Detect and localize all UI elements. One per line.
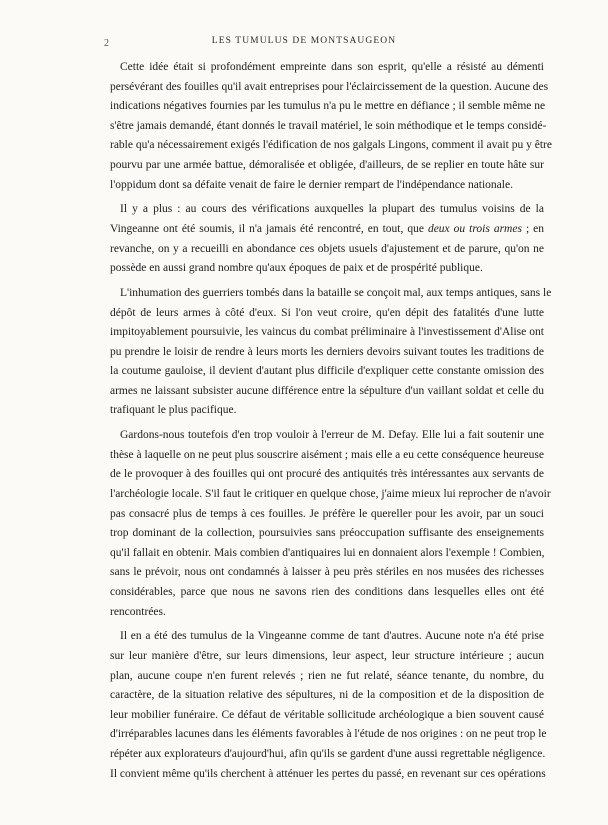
text-line: considérables, parce que nous ne savons rien des conditions dans lesquelles elles ont été <box>110 586 544 598</box>
text-line: d'irréparables lacunes dans les éléments favorables à l'étude de nos origines : on ne peut trop le <box>110 728 547 741</box>
paragraph-1 <box>110 58 552 195</box>
text-line: sur leur manière d'être, sur leurs dimensions, leur aspect, leur structure intérieure ; aucun <box>110 649 544 662</box>
text-line: indications négatives fournies par les tumulus n'a pu le mettre en défiance ; il semble même ne <box>110 100 546 113</box>
text-line: Il convient même qu'ils cherchent à atténuer les pertes du passé, en revenant sur ces opérations <box>110 767 546 780</box>
text-line: sans le prévoir, nous ont condamnés à laisser à peu près stériles en nos musées des richesses <box>110 566 544 579</box>
text-line: la coutume gauloise, il devient d'autant plus difficile d'expliquer cette constante omission des <box>110 365 544 378</box>
text-line: plan, aucune coupe n'en furent relevés ; rien ne fut relaté, séance tenante, du nombre, du <box>110 669 544 682</box>
text-line: trop dominant de la collection, poursuivies sans préoccupation suffisante des enseignements <box>110 527 544 540</box>
paragraph-5 <box>110 627 547 784</box>
text-line: s'être jamais demandé, étant donnés le travail matériel, le soin méthodique et le temps considé- <box>110 119 547 132</box>
running-title: LES TUMULUS DE MONTSAUGEON <box>211 36 397 46</box>
text-line: trafiquant le plus pacifique. <box>110 404 237 417</box>
text-line: L'inhumation des guerriers tombés dans la bataille se conçoit mal, aux temps antiques, sans le <box>120 286 552 299</box>
text-line: Cette idée était si profondément empreinte dans son esprit, qu'elle a résisté au démenti <box>120 61 544 73</box>
text-line: possède en aussi grand nombre qu'aux époques de paix et de prospérité publique. <box>110 262 483 275</box>
text-line: pu prendre le loisir de rendre à leurs morts les derniers devoirs suivant toutes les traditions de <box>110 345 544 358</box>
text-line: rable qu'a nécessairement exigés l'édification de nos galgals Lingons, comment il avait pu y être <box>110 139 552 152</box>
paragraph-3 <box>110 284 552 421</box>
text-line: revanche, on y a recueilli en abondance ces objets usuels d'ajustement et de parure, qu'on ne <box>110 242 544 255</box>
text-line: thèse à laquelle on ne peut plus souscrire aisément ; mais elle a eu cette conséquence heureuse <box>110 448 544 461</box>
text-line: répéter aux explorateurs d'aujourd'hui, afin qu'ils se gardent d'une aussi regrettable négligence. <box>110 747 546 760</box>
text-line: qu'il fallait en obtenir. Mais combien d'antiquaires lui en donnaient alors l'exemple ! Combien, <box>110 546 545 559</box>
text-line: impitoyablement poursuivie, les vaincus du combat préliminaire à l'investissement d'Alise ont <box>110 326 544 339</box>
text-line: Il y a plus : au cours des vérifications auxquelles la plupart des tumulus voisins de la <box>120 203 544 216</box>
text-line: de le provoquer à des fouilles qui ont procuré des antiquités très intéressantes aux servants de <box>110 468 544 481</box>
text-line: leur mobilier funéraire. Ce défaut de véritable sollicitude archéologique a bien souvent causé <box>110 708 544 721</box>
body-text <box>110 58 552 789</box>
text-line: l'oppidum dont sa défaite venait de faire le dernier rempart de l'indépendance nationale. <box>110 178 513 191</box>
text-line: dépôt de leurs armes à côté d'eux. Si l'on veut croire, qu'en dépit des fatalités d'une lutte <box>110 306 544 319</box>
text-segment: Vingeanne ont été soumis, il n'a jamais été rencontré, en tout, que <box>110 222 428 235</box>
page-number: 2 <box>104 38 109 49</box>
text-line: Gardons-nous toutefois d'en trop vouloir à l'erreur de M. Defay. Elle lui a fait soutenir une <box>120 429 544 442</box>
emphasis-phrase: deux ou trois armes <box>427 222 522 235</box>
text-line: Il en a été des tumulus de la Vingeanne comme de tant d'autres. Aucune note n'a été prise <box>120 630 544 643</box>
text-line: pas consacré plus de temps à ces fouilles. Je préfère le quereller pour les avoir, par un souci <box>110 507 544 520</box>
text-line: persévérant des fouilles qu'il avait entreprises pour l'éclaircissement de la question. Aucune des <box>110 80 549 93</box>
paragraph-2 <box>110 200 544 278</box>
text-line: l'archéologie locale. S'il faut le critiquer en quelque chose, j'aime mieux lui reprocher de n'avoir <box>110 488 551 501</box>
text-line: armes ne laissant subsister aucune différence entre la sépulture d'un vaillant soldat et celle du <box>110 384 544 397</box>
text-line: pourvu par une armée battue, démoralisée et obligée, d'ailleurs, de se replier en toute hâte sur <box>110 158 544 171</box>
text-segment: ; en <box>521 222 544 235</box>
text-line-with-emphasis <box>110 220 544 240</box>
paragraph-4 <box>110 426 551 622</box>
text-line: rencontrées. <box>110 605 166 618</box>
text-line: caractère, de la situation relative des sépultures, ni de la composition et de la disposition de <box>110 689 544 702</box>
